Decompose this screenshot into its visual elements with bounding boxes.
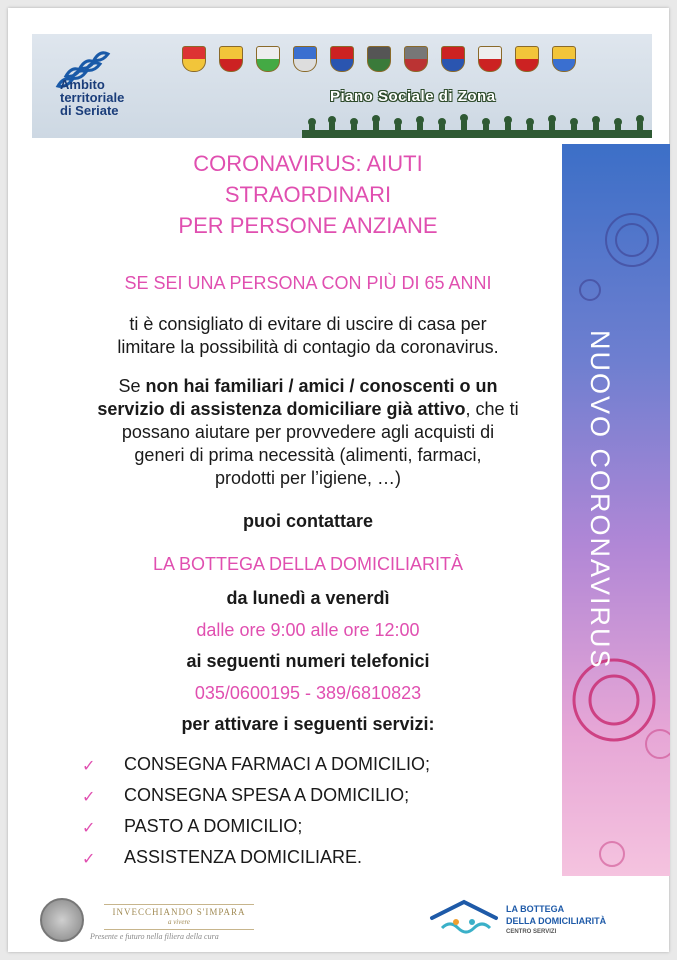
contact-intro: puoi contattare [242, 511, 373, 531]
phone-numbers[interactable]: 035/0600195 - 389/6810823 [194, 683, 422, 703]
municipality-crests [182, 46, 576, 72]
conditions-paragraph-line [8, 398, 608, 421]
crest-icon [404, 46, 428, 72]
flyer-page [8, 8, 669, 952]
conditions-text: , che ti [465, 399, 519, 419]
opening-hours: dalle ore 9:00 alle ore 12:00 [196, 620, 420, 640]
page-title-line: CORONAVIRUS: AIUTI [193, 151, 423, 176]
opening-days: da lunedì a venerdì [226, 588, 390, 608]
invecchiando-subtitle: a vivere [167, 918, 191, 926]
crest-icon [256, 46, 280, 72]
conditions-text: Se [118, 376, 146, 396]
crest-icon [441, 46, 465, 72]
service-label: ASSISTENZA DOMICILIARE. [124, 847, 363, 867]
service-label: PASTO A DOMICILIO; [124, 816, 303, 836]
invecchiando-logo [104, 904, 254, 930]
banner-title: Piano Sociale di Zona [330, 88, 496, 105]
side-line-coronavirus: CORONAVIRUS [585, 448, 615, 670]
intro-paragraph-line: limitare la possibilità di contagio da coronavirus. [117, 337, 499, 357]
bottega-line: CENTRO SERVIZI [506, 929, 557, 935]
logo-text [60, 78, 124, 117]
crest-icon [367, 46, 391, 72]
invecchiando-tagline: Presente e futuro nella filiera della cura [90, 932, 219, 941]
page-title-line: STRAORDINARI [224, 182, 392, 207]
logo-line: di Seriate [60, 103, 119, 118]
crest-icon [293, 46, 317, 72]
conditions-paragraph-line: possano aiutare per provvedere agli acquisti di [121, 422, 495, 442]
side-line-nuovo: NUOVO [585, 330, 615, 440]
service-label: CONSEGNA SPESA A DOMICILIO; [124, 785, 410, 805]
crest-icon [478, 46, 502, 72]
crest-icon [182, 46, 206, 72]
logo-line: Ambito [60, 77, 105, 92]
organization-name: LA BOTTEGA DELLA DOMICILIARITÀ [152, 554, 464, 574]
people-silhouette-icon [302, 112, 652, 138]
crest-icon [330, 46, 354, 72]
subtitle: SE SEI UNA PERSONA CON PIÙ DI 65 ANNI [124, 273, 492, 293]
services-intro: per attivare i seguenti servizi: [181, 714, 435, 734]
check-icon: ✓ [82, 820, 96, 837]
bottega-line: LA BOTTEGA [506, 904, 565, 914]
invecchiando-title: INVECCHIANDO S'IMPARA [112, 907, 246, 917]
service-label: CONSEGNA FARMACI A DOMICILIO; [124, 754, 431, 774]
intro-paragraph-line: ti è consigliato di evitare di uscire di casa per [129, 314, 487, 334]
bottega-line: DELLA DOMICILIARITÀ [506, 916, 607, 926]
crest-icon [515, 46, 539, 72]
seal-icon [40, 898, 84, 942]
bottega-house-icon [428, 898, 500, 938]
check-icon: ✓ [82, 789, 96, 806]
phones-intro: ai seguenti numeri telefonici [186, 651, 430, 671]
conditions-paragraph-line: generi di prima necessità (alimenti, farmaci, [134, 445, 482, 465]
header-banner [32, 34, 652, 138]
conditions-paragraph-line: prodotti per l’igiene, …) [214, 468, 402, 488]
check-icon: ✓ [82, 758, 96, 775]
page-title-line: PER PERSONE ANZIANE [178, 213, 438, 238]
conditions-paragraph-line [8, 375, 608, 398]
logo-line: territoriale [60, 90, 125, 105]
crest-icon [219, 46, 243, 72]
check-icon: ✓ [82, 851, 96, 868]
crest-icon [552, 46, 576, 72]
conditions-bold: non hai familiari / amici / conoscenti o un [145, 376, 498, 396]
conditions-bold: servizio di assistenza domiciliare già attivo [97, 399, 466, 419]
